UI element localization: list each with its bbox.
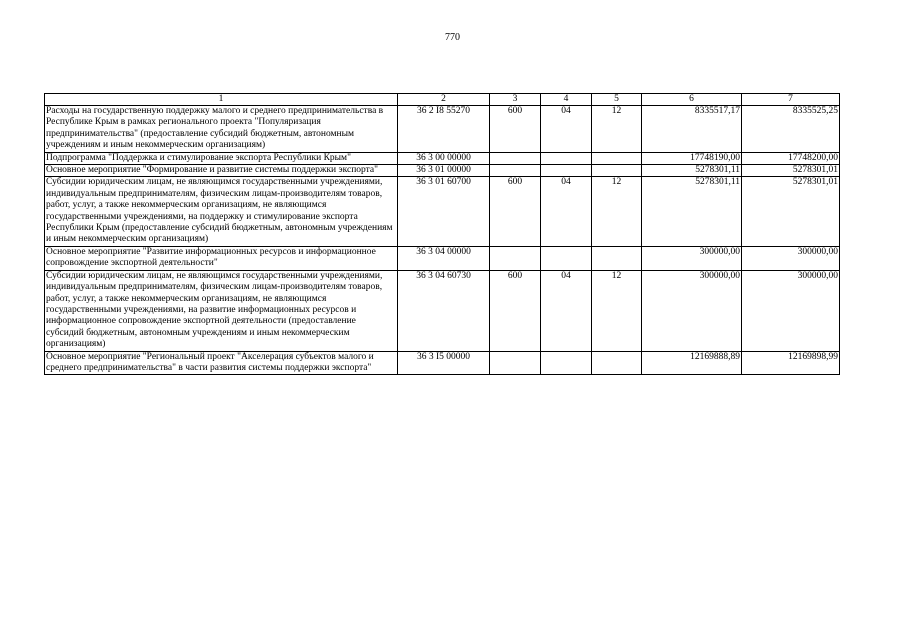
row-sum-1: 300000,00 [642,270,742,351]
table-row [45,165,840,177]
row-name: Основное мероприятие "Формирование и развитие системы поддержки экспорта" [45,165,398,177]
row-name: Расходы на государственную поддержку малого и среднего предпринимательства в Республике Крым в рамках регионального проекта "Популяризация предпринимательства" (предоставление субсидий бюджетным, автономным учреждениям и иным некоммерческим организациям) [45,106,398,153]
row-rz [541,351,592,375]
row-sum-2: 300000,00 [742,246,840,270]
table-row [45,351,840,375]
table-row [45,106,840,153]
row-rz [541,165,592,177]
row-name: Основное мероприятие "Развитие информационных ресурсов и информационное сопровождение экспортной деятельности" [45,246,398,270]
column-header: 6 [642,94,742,106]
row-sum-1: 300000,00 [642,246,742,270]
row-code: 36 3 01 60700 [398,177,490,246]
column-header: 2 [398,94,490,106]
row-rz [541,152,592,164]
row-code: 36 3 01 00000 [398,165,490,177]
row-sum-2: 17748200,00 [742,152,840,164]
row-sum-1: 12169888,89 [642,351,742,375]
page-number: 770 [445,32,460,43]
table-row [45,177,840,246]
row-name: Подпрограмма "Поддержка и стимулирование экспорта Республики Крым" [45,152,398,164]
table-row [45,270,840,351]
row-sum-1: 5278301,11 [642,177,742,246]
row-pr [592,246,642,270]
row-vr: 600 [490,106,541,153]
row-code: 36 3 04 00000 [398,246,490,270]
column-header: 5 [592,94,642,106]
row-pr [592,351,642,375]
row-code: 36 2 I8 55270 [398,106,490,153]
row-pr [592,165,642,177]
column-header: 3 [490,94,541,106]
row-pr [592,152,642,164]
row-vr: 600 [490,270,541,351]
row-pr: 12 [592,106,642,153]
row-rz: 04 [541,177,592,246]
row-sum-2: 5278301,01 [742,177,840,246]
row-name: Субсидии юридическим лицам, не являющимся государственными учреждениями, индивидуальным предпринимателям, физическим лицам-производителям товаров, работ, услуг, а также некоммерческим организациям, не являющимся государственными учреждениями, на поддержку и стимулирование экспорта Республики Крым (предоставление субсидий бюджетным, автономным учреждениям и иным некоммерческим организациям) [45,177,398,246]
column-header: 4 [541,94,592,106]
row-sum-1: 17748190,00 [642,152,742,164]
table-row [45,246,840,270]
row-vr [490,246,541,270]
row-code: 36 3 04 60730 [398,270,490,351]
row-name: Основное мероприятие "Региональный проект "Акселерация субъектов малого и среднего предпринимательства" в части развития системы поддержки экспорта" [45,351,398,375]
row-code: 36 3 I5 00000 [398,351,490,375]
row-rz [541,246,592,270]
column-header: 1 [45,94,398,106]
row-vr [490,165,541,177]
row-sum-2: 5278301,01 [742,165,840,177]
row-sum-1: 5278301,11 [642,165,742,177]
row-sum-2: 8335525,25 [742,106,840,153]
row-name: Субсидии юридическим лицам, не являющимся государственными учреждениями, индивидуальным предпринимателям, физическим лицам-производителям товаров, работ, услуг, а также некоммерческим организациям, не являющимся государственными учреждениями, на развитие информационных ресурсов и информационное сопровождение экспортной деятельности (предоставление субсидий бюджетным, автономным учреждениям и иным некоммерческим организациям) [45,270,398,351]
header-row [45,94,840,106]
row-sum-2: 12169898,99 [742,351,840,375]
row-vr [490,152,541,164]
budget-table [44,93,840,375]
row-vr [490,351,541,375]
table-row [45,152,840,164]
column-header: 7 [742,94,840,106]
row-sum-2: 300000,00 [742,270,840,351]
row-rz: 04 [541,270,592,351]
row-code: 36 3 00 00000 [398,152,490,164]
row-sum-1: 8335517,17 [642,106,742,153]
row-pr: 12 [592,177,642,246]
row-vr: 600 [490,177,541,246]
row-pr: 12 [592,270,642,351]
row-rz: 04 [541,106,592,153]
